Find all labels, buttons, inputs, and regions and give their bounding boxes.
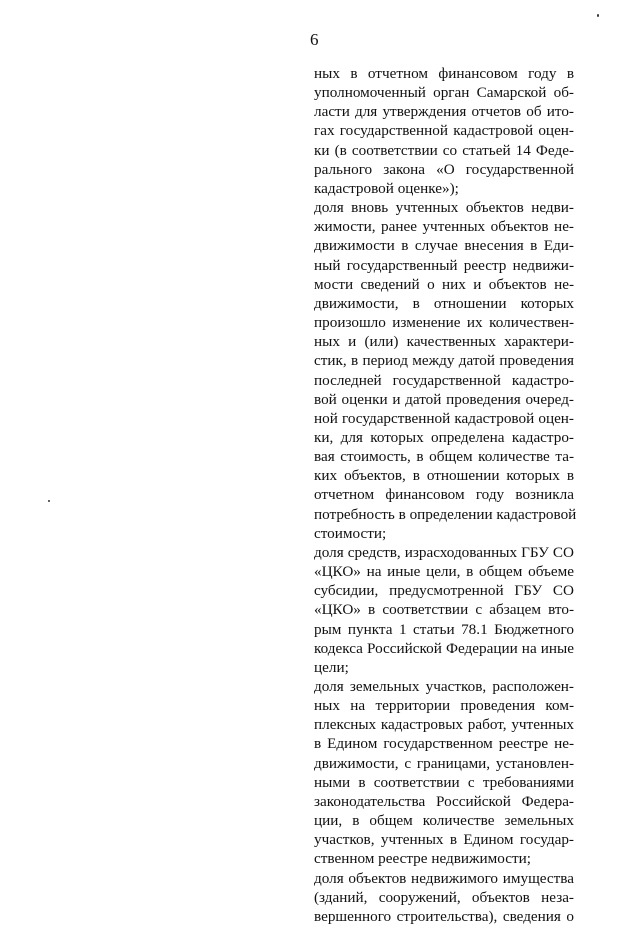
text-line: ких объектов, в отношении которых в xyxy=(314,467,574,485)
text-paragraph xyxy=(314,677,574,869)
text-line: ных в отчетном финансовом году в xyxy=(314,65,574,82)
text-line: отчетном финансовом году возникла xyxy=(314,486,574,504)
text-line: «ЦКО» на иные цели, в общем объеме xyxy=(314,563,574,581)
text-line: вершенного строительства), сведения о xyxy=(314,907,574,925)
page-number: 6 xyxy=(310,30,319,49)
text-line: жимости, ранее учтенных объектов не- xyxy=(314,218,574,236)
text-line: цели; xyxy=(314,658,349,676)
text-line: движимости в случае внесения в Еди- xyxy=(314,237,574,255)
text-line: рым пункта 1 статьи 78.1 Бюджетного xyxy=(314,620,574,638)
text-line: вая стоимость, в общем количестве та- xyxy=(314,448,574,466)
text-line: законодательства Российской Федера- xyxy=(314,792,574,810)
text-line: «ЦКО» в соответствии с абзацем вто- xyxy=(314,601,574,619)
text-line: ных на территории проведения ком- xyxy=(314,697,574,715)
text-line: уполномоченный орган Самарской об- xyxy=(314,84,574,102)
text-line: ной государственной кадастровой оцен- xyxy=(314,409,574,427)
text-line: последней государственной кадастро- xyxy=(314,371,574,389)
text-line: потребность в определении кадастровой xyxy=(314,505,577,523)
text-line: ных и (или) качественных характери- xyxy=(314,333,574,351)
text-line: ными в соответствии с требованиями xyxy=(314,773,574,791)
text-paragraph xyxy=(314,543,574,677)
text-line: ки (в соответствии со статьей 14 Феде- xyxy=(314,141,574,159)
text-line: движимости, в отношении которых xyxy=(314,294,574,312)
text-line: доля средств, израсходованных ГБУ СО xyxy=(314,543,574,561)
text-line: кодекса Российской Федерации на иные xyxy=(314,639,574,657)
text-line: произошло изменение их количествен- xyxy=(314,314,574,332)
text-line: субсидии, предусмотренной ГБУ СО xyxy=(314,582,574,600)
text-paragraph xyxy=(314,869,574,926)
text-line: доля вновь учтенных объектов недви- xyxy=(314,199,574,217)
text-line: мости сведений о них и объектов не- xyxy=(314,275,574,293)
text-line: доля земельных участков, расположен- xyxy=(314,678,574,695)
text-line: участков, учтенных в Едином государ- xyxy=(314,831,574,849)
text-line: кадастровой оценке»); xyxy=(314,179,459,197)
text-line: движимости, с границами, установлен- xyxy=(314,754,574,772)
text-line: ласти для утверждения отчетов об ито- xyxy=(314,103,574,121)
scan-speck xyxy=(597,14,599,17)
text-line: гах государственной кадастровой оцен- xyxy=(314,122,574,140)
text-line: рального закона «О государственной xyxy=(314,160,574,178)
text-line: стик, в период между датой проведения xyxy=(314,352,574,370)
text-line: ции, в общем количестве земельных xyxy=(314,812,574,830)
text-line: ки, для которых определена кадастро- xyxy=(314,428,574,446)
text-line: доля объектов недвижимого имущества xyxy=(314,869,574,887)
text-line: ственном реестре недвижимости; xyxy=(314,850,531,868)
text-column xyxy=(314,64,577,926)
text-paragraph xyxy=(314,198,577,543)
text-paragraph xyxy=(314,64,574,198)
text-line: стоимости; xyxy=(314,524,387,542)
text-line: вой оценки и датой проведения очеред- xyxy=(314,390,574,408)
text-line: (зданий, сооружений, объектов неза- xyxy=(314,888,574,906)
text-line: плексных кадастровых работ, учтенных xyxy=(314,716,574,734)
text-line: ный государственный реестр недвижи- xyxy=(314,256,574,274)
scan-speck xyxy=(48,500,50,502)
text-line: в Едином государственном реестре не- xyxy=(314,735,574,753)
